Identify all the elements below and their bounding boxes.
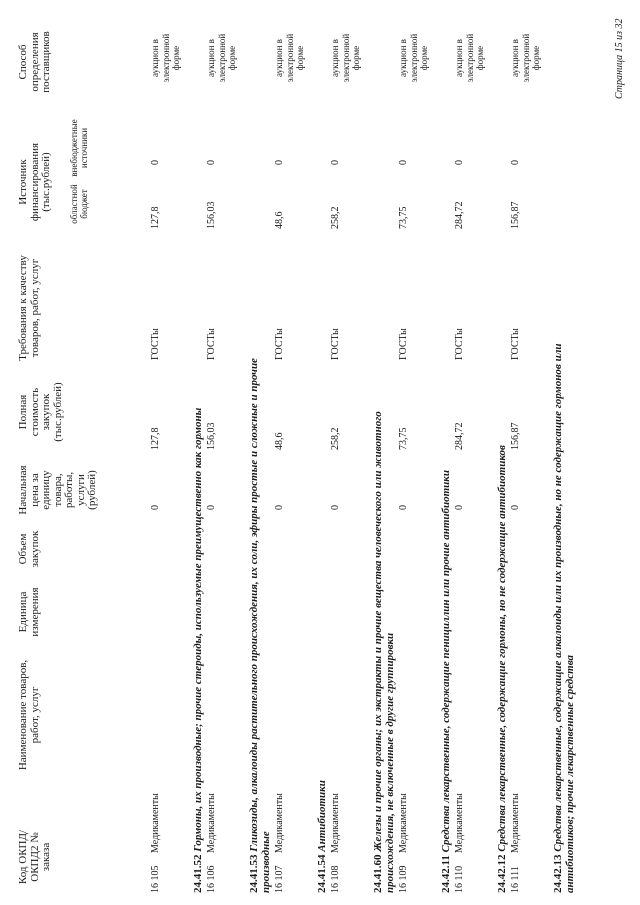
section-heading [552, 333, 576, 893]
start-price: 0 [274, 505, 285, 510]
funding-regional: 258,2 [330, 206, 341, 229]
header-method: Способ определения поставщиков [17, 31, 52, 93]
start-price: 0 [398, 505, 409, 510]
header-requirements: Требования к качеству товаров, работ, услуг [17, 255, 41, 361]
funding-extra: 0 [454, 160, 465, 165]
section-code: 24.41.53 [248, 854, 260, 893]
item-name: Медикаменты [274, 793, 285, 853]
section-code: 24.41.54 [316, 854, 328, 893]
section-heading [316, 333, 328, 893]
item-name: Медикаменты [510, 793, 521, 853]
procurement-method: аукцион в электронной форме [206, 33, 237, 83]
procurement-method: аукцион в электронной форме [510, 33, 541, 83]
section-heading [192, 333, 204, 893]
section-title: Антибиотики [316, 780, 328, 852]
procurement-method: аукцион в электронной форме [330, 33, 361, 83]
start-price: 0 [454, 505, 465, 510]
section-code: 24.42.12 [496, 854, 508, 893]
quality-requirements: ГОСТы [206, 328, 217, 360]
header-code: Код ОКПД/ ОКПД2 № заказа [17, 829, 52, 885]
section-title: Гликозиды, алкалоиды растительного происхождения, их соли, эфиры простые и сложные и прочие производные [248, 358, 272, 893]
procurement-method: аукцион в электронной форме [274, 33, 305, 83]
header-funding-regional: областной бюджет [69, 184, 89, 224]
section-heading [496, 333, 508, 893]
item-name: Медикаменты [206, 793, 217, 853]
funding-extra: 0 [330, 160, 341, 165]
page-number: Страница 15 из 32 [614, 18, 625, 99]
funding-regional: 73,75 [398, 206, 409, 229]
funding-extra: 0 [510, 160, 521, 165]
start-price: 0 [510, 505, 521, 510]
section-code: 24.42.13 [552, 854, 564, 893]
quality-requirements: ГОСТы [510, 328, 521, 360]
start-price: 0 [330, 505, 341, 510]
item-name: Медикаменты [454, 793, 465, 853]
order-number: 16 110 [454, 865, 465, 893]
order-number: 16 111 [510, 866, 521, 893]
section-title: Средства лекарственные, содержащие гормоны, но не содержащие антибиотиков [496, 445, 508, 852]
quality-requirements: ГОСТы [454, 328, 465, 360]
funding-extra: 0 [150, 160, 161, 165]
procurement-method: аукцион в электронной форме [398, 33, 429, 83]
order-number: 16 105 [150, 865, 161, 893]
quality-requirements: ГОСТы [330, 328, 341, 360]
start-price: 0 [150, 505, 161, 510]
section-heading [440, 333, 452, 893]
header-unit: Единица измерения [17, 587, 41, 637]
section-code: 24.42.11 [440, 855, 452, 893]
header-funding-extra: внебюджетные источники [69, 119, 89, 177]
section-title: Средства лекарственные, содержащие алкалоиды или их производные, но не содержащие гормонов или антибиотиков; прочие лекарственные средства [552, 343, 576, 893]
funding-extra: 0 [206, 160, 217, 165]
header-name: Наименование товаров, работ, услуг [17, 659, 41, 771]
full-cost: 156,03 [206, 422, 217, 450]
header-start-price: Начальная цена за единицу товара, работы, услуги (рублей) [17, 465, 98, 515]
section-title: Гормоны, их производные; прочие стероиды, используемые преимущественно как гормоны [192, 407, 204, 852]
start-price: 0 [206, 505, 217, 510]
section-heading [372, 333, 396, 893]
section-code: 24.41.52 [192, 854, 204, 893]
section-code: 24.41.60 [372, 854, 384, 893]
order-number: 16 109 [398, 865, 409, 893]
funding-regional: 48,6 [274, 211, 285, 229]
funding-regional: 156,87 [510, 201, 521, 229]
quality-requirements: ГОСТы [274, 328, 285, 360]
funding-extra: 0 [274, 160, 285, 165]
order-number: 16 108 [330, 865, 341, 893]
full-cost: 48,6 [274, 432, 285, 450]
item-name: Медикаменты [398, 793, 409, 853]
section-heading [248, 333, 272, 893]
header-funding: Источник финансирования (тыс.рублей) [17, 142, 52, 222]
funding-regional: 284,72 [454, 201, 465, 229]
funding-regional: 156,03 [206, 201, 217, 229]
section-title: Железы и прочие органы; их экстракты и прочие вещества человеческого или животного происхождения, не включенные в другие группировки [372, 411, 396, 893]
item-name: Медикаменты [330, 793, 341, 853]
funding-extra: 0 [398, 160, 409, 165]
full-cost: 73,75 [398, 427, 409, 450]
full-cost: 127,8 [150, 427, 161, 450]
header-full-cost: Полная стоимость закупок (тыс.рублей) [17, 382, 64, 442]
quality-requirements: ГОСТы [398, 328, 409, 360]
order-number: 16 107 [274, 865, 285, 893]
section-title: Средства лекарственные, содержащие пенициллин или прочие антибиотики [440, 470, 452, 853]
full-cost: 284,72 [454, 422, 465, 450]
header-volume: Объем закупок [17, 530, 41, 568]
procurement-method: аукцион в электронной форме [454, 33, 485, 83]
item-name: Медикаменты [150, 793, 161, 853]
quality-requirements: ГОСТы [150, 328, 161, 360]
funding-regional: 127,8 [150, 206, 161, 229]
procurement-method: аукцион в электронной форме [150, 33, 181, 83]
full-cost: 258,2 [330, 427, 341, 450]
full-cost: 156,87 [510, 422, 521, 450]
order-number: 16 106 [206, 865, 217, 893]
